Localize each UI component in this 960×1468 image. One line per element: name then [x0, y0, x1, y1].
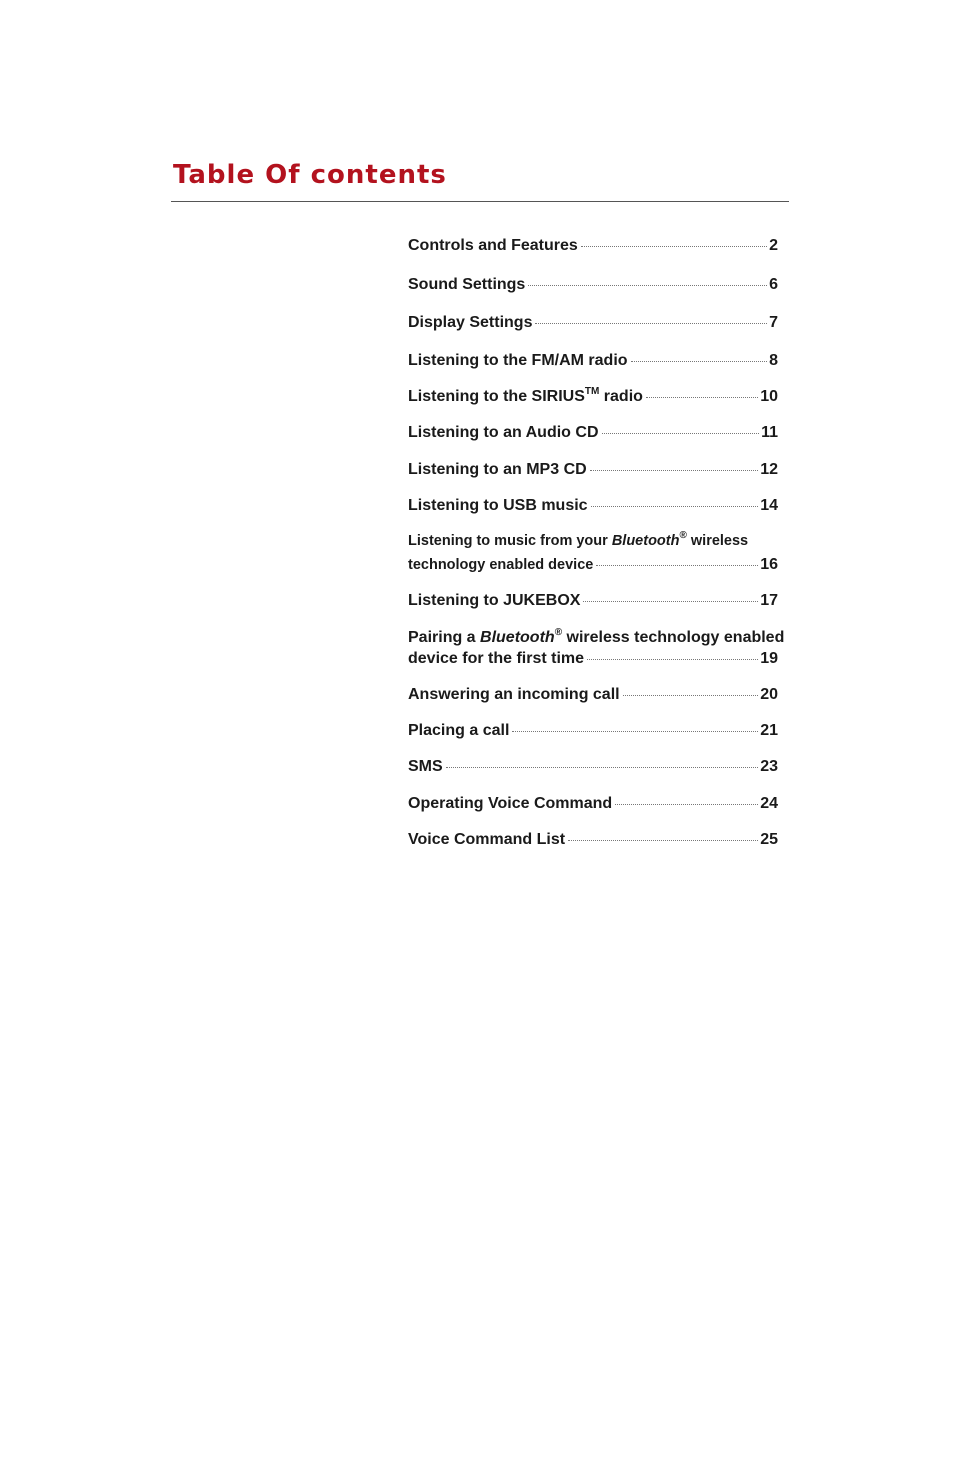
title-divider: [171, 201, 789, 202]
toc-page-number: 20: [760, 686, 778, 703]
dot-leader: [602, 433, 760, 434]
dot-leader: [446, 767, 759, 768]
toc-entry-display-settings[interactable]: [408, 313, 778, 333]
toc-page-number: 14: [760, 497, 778, 514]
toc-entry-voice-command-list[interactable]: [408, 830, 778, 850]
toc-entry-label: Pairing a Bluetooth® wireless technology enabled: [408, 627, 785, 646]
toc-entry-mp3-cd[interactable]: [408, 460, 778, 480]
toc-entry-label: Listening to music from your Bluetooth® wireless: [408, 530, 749, 549]
toc-entry-label: Answering an incoming call: [408, 686, 620, 703]
toc-entry-sms[interactable]: [408, 757, 778, 777]
dot-leader: [646, 397, 758, 398]
toc-entry-label: Listening to the SIRIUS™ radio: [408, 386, 643, 405]
toc-entry-fm-am-radio[interactable]: [408, 351, 778, 371]
toc-entry-label: Listening to the FM/AM radio: [408, 352, 628, 369]
dot-leader: [591, 506, 759, 507]
toc-entry-label: Listening to an Audio CD: [408, 424, 599, 441]
toc-page-number: 10: [760, 388, 778, 405]
dot-leader: [512, 731, 758, 732]
dot-leader: [583, 601, 758, 602]
toc-page-number: 8: [769, 352, 778, 369]
toc-entry-label-continued: device for the first time: [408, 650, 585, 667]
toc-entry-voice-command[interactable]: [408, 794, 778, 814]
dot-leader: [528, 285, 767, 286]
toc-entry-label: Sound Settings: [408, 276, 526, 293]
toc-page-number: 11: [761, 424, 778, 441]
toc-entry-sirius-radio[interactable]: [408, 387, 778, 407]
toc-page-number: 25: [760, 831, 778, 848]
dot-leader: [596, 565, 758, 566]
toc-entry-answering-call[interactable]: [408, 685, 778, 705]
toc-page-number: 19: [760, 650, 778, 667]
toc-entry-label: Voice Command List: [408, 831, 566, 848]
toc-page-number: 17: [760, 592, 778, 609]
toc-entry-audio-cd[interactable]: [408, 423, 778, 443]
toc-page-number: 7: [769, 314, 778, 331]
toc-page-number: 21: [760, 722, 778, 739]
toc-page-number: 2: [769, 237, 778, 254]
toc-page-number: 6: [769, 276, 778, 293]
toc-entry-label: Listening to USB music: [408, 497, 588, 514]
toc-entry-usb-music[interactable]: [408, 496, 778, 516]
toc-entry-sound-settings[interactable]: [408, 275, 778, 295]
toc-entry-label: Display Settings: [408, 314, 533, 331]
toc-page-number: 16: [760, 556, 778, 573]
page-title: Table Of contents: [173, 160, 447, 190]
toc-entry-label-continued: technology enabled device: [408, 557, 594, 573]
toc-page-number: 12: [760, 461, 778, 478]
toc-entry-jukebox[interactable]: [408, 591, 778, 611]
dot-leader: [631, 361, 768, 362]
dot-leader: [587, 659, 758, 660]
toc-entry-label: Operating Voice Command: [408, 795, 613, 812]
toc-page-number: 24: [760, 795, 778, 812]
toc-entry-label: Listening to JUKEBOX: [408, 592, 581, 609]
toc-entry-label: Listening to an MP3 CD: [408, 461, 587, 478]
dot-leader: [615, 804, 758, 805]
toc-page-number: 23: [760, 758, 778, 775]
toc-entry-controls-and-features[interactable]: [408, 236, 778, 256]
dot-leader: [568, 840, 758, 841]
dot-leader: [590, 470, 759, 471]
toc-entry-label: Controls and Features: [408, 237, 578, 254]
dot-leader: [623, 695, 759, 696]
dot-leader: [581, 246, 767, 247]
toc-entry-bluetooth-music[interactable]: [408, 530, 778, 577]
toc-entry-placing-call[interactable]: [408, 721, 778, 741]
toc-entry-label: Placing a call: [408, 722, 510, 739]
dot-leader: [535, 323, 767, 324]
toc-entry-bluetooth-pairing[interactable]: [408, 627, 785, 669]
toc-entry-label: SMS: [408, 758, 443, 775]
